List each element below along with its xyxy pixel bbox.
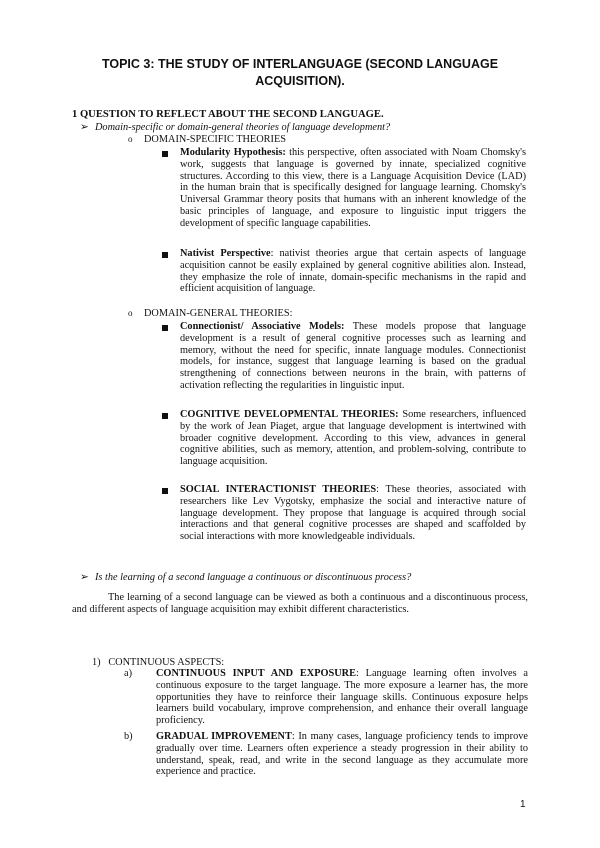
bullet-item-nativist xyxy=(162,248,526,295)
bullet-term: Connectionist/ Associative Models: xyxy=(180,321,345,332)
square-bullet-icon xyxy=(162,488,168,494)
item-text: : In many cases, language proficiency tends to improve gradually over time. Learners often experience a steady progression in their ability to understand, speak, read, and write in the second language as they accumulate more experience and practice. xyxy=(156,731,528,778)
bullet-term: COGNITIVE DEVELOPMENTAL THEORIES: xyxy=(180,409,399,420)
circle-bullet-icon: o xyxy=(128,134,133,144)
bullet-term: Nativist Perspective xyxy=(180,248,271,259)
item-label: a) xyxy=(124,668,132,679)
question-domain-theories xyxy=(80,122,390,134)
bullet-text: These models propose that language development is a result of general cognitive processes such as learning and memory, without the need for specific, innate language modules. Connectionist models, for instance, suggest that language learning is based on the gradual strengthening of connections between neurons in the brain, with patterns of activation reflecting the regularities in linguistic input. xyxy=(180,321,526,391)
bullet-item-connectionist xyxy=(162,321,526,392)
list-item-gradual-improvement xyxy=(124,731,528,778)
bullet-term: Modularity Hypothesis: xyxy=(180,147,286,158)
sub-heading: DOMAIN-SPECIFIC THEORIES xyxy=(144,134,286,145)
bullet-text: Some researchers, influenced by the work of Jean Piaget, argue that language development is intertwined with broader cognitive development. According to this view, advances in general cognitive abilities, such as memory, attention, and problem-solving, contribute to language acquisition. xyxy=(180,409,526,468)
domain-specific-label xyxy=(128,134,286,146)
bullet-term: SOCIAL INTERACTIONIST THEORIES xyxy=(180,484,377,495)
number-label: 1) xyxy=(92,657,101,668)
arrow-bullet-icon: ➢ xyxy=(80,122,89,133)
item-term: GRADUAL IMPROVEMENT xyxy=(156,731,292,742)
numbered-heading-text: CONTINUOUS ASPECTS: xyxy=(108,657,225,668)
question-continuous xyxy=(80,572,411,584)
arrow-bullet-icon: ➢ xyxy=(80,572,89,583)
page-number: 1 xyxy=(520,799,526,810)
bullet-text: : nativist theories argue that certain aspects of language acquisition cannot be easily explained by general cognitive abilities alon. Instead, they emphasize the role of innate, domain-specific mechanisms in the rapid and efficient acquisition of language. xyxy=(180,248,526,295)
intro-paragraph: The learning of a second language can be viewed as both a continuous and a discontinuous process, and different aspects of language acquisition may exhibit different characteristics. xyxy=(72,592,528,615)
page-title: TOPIC 3: THE STUDY OF INTERLANGUAGE (SECOND LANGUAGE ACQUISITION). xyxy=(101,57,499,88)
question-text: Domain-specific or domain-general theories of language development? xyxy=(95,122,391,133)
sub-heading: DOMAIN-GENERAL THEORIES: xyxy=(144,308,293,319)
bullet-item-cognitive xyxy=(162,409,526,468)
section-heading: 1 QUESTION TO REFLECT ABOUT THE SECOND LANGUAGE. xyxy=(72,109,384,120)
square-bullet-icon xyxy=(162,252,168,258)
domain-general-label xyxy=(128,308,292,320)
bullet-text: : These theories, associated with researchers like Lev Vygotsky, emphasize the social and interactive nature of language development. They propose that language is acquired through social interactions and that general cognitive processes are shaped and scaffolded by social interactions with more knowledgeable individuals. xyxy=(180,484,526,543)
question-text: Is the learning of a second language a continuous or discontinuous process? xyxy=(95,572,412,583)
bullet-item-modularity xyxy=(162,147,526,230)
square-bullet-icon xyxy=(162,151,168,157)
item-term: CONTINUOUS INPUT AND EXPOSURE xyxy=(156,668,356,679)
numbered-heading xyxy=(92,657,224,668)
item-label: b) xyxy=(124,731,133,742)
bullet-item-social xyxy=(162,484,526,543)
square-bullet-icon xyxy=(162,325,168,331)
square-bullet-icon xyxy=(162,413,168,419)
circle-bullet-icon: o xyxy=(128,308,133,318)
list-item-continuous-input xyxy=(124,668,528,727)
item-text: : Language learning often involves a continuous exposure to the target language. The more exposure a learner has, the more opportunities they have to reinforce their language skills. Continuous exposure helps learners build vocabulary, improve comprehension, and enhance their overall language proficiency. xyxy=(156,668,528,727)
bullet-text: this perspective, often associated with Noam Chomsky's work, suggests that language is governed by innate, specialized cognitive structures. According to this view, there is a Language Acquisition Device (LAD) in the human brain that is specifically designed for language learning. Chomsky's Universal Grammar theory posits that humans with an inherent knowledge of the basic principles of language, and exposure to linguistic input triggers the development of specific language capabilities. xyxy=(180,147,526,229)
